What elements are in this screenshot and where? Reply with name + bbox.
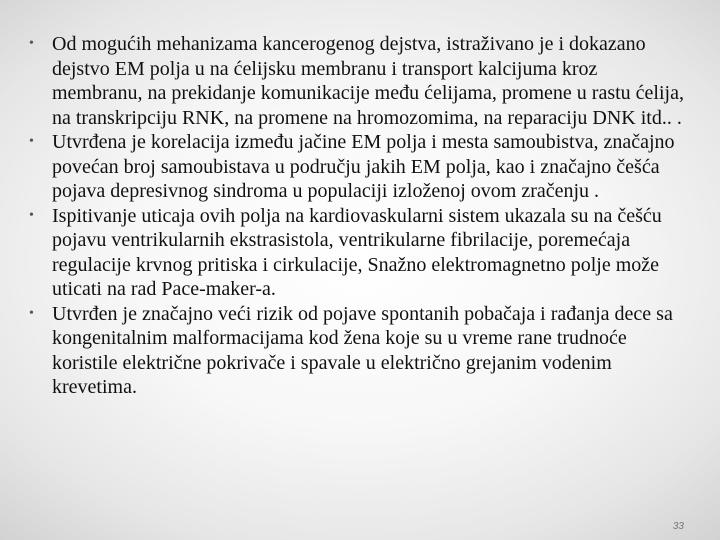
bullet-icon: • xyxy=(29,305,34,321)
bullet-icon: • xyxy=(29,207,34,223)
bullet-item xyxy=(26,32,686,130)
bullet-text: Ispitivanje uticaja ovih polja na kardiovaskularni sistem ukazala su na češću pojavu ventrikularnih ekstrasistola, ventrikularne fibrilacije, poremećaja regulacije krvnog pritiska i cirkulacije, Snažno elektromagnetno polje može uticati na rad Pace-maker-a. xyxy=(52,204,662,300)
bullet-item xyxy=(26,302,686,400)
bullet-icon: • xyxy=(29,134,34,149)
bullet-item xyxy=(26,130,686,204)
slide-number: 33 xyxy=(672,521,684,532)
bullet-text: Od mogućih mehanizama kancerogenog dejstva, istraživano je i dokazano dejstvo EM polja u na ćelijsku membranu i transport kalcijuma kroz membranu, na prekidanje komunikacije među ćelijama, promene u rastu ćelija, na transkripciju RNK, na promene na hromozomima, na reparaciju DNK itd.. . xyxy=(52,33,684,129)
bullet-icon: • xyxy=(29,36,34,51)
bullet-list xyxy=(26,32,686,400)
bullet-text: Utvrđen je značajno veći rizik od pojave spontanih pobačaja i rađanja dece sa kongenitalnim malformacijama kod žena koje su u vreme rane trudnoće koristile električne pokrivače i spavale u električno grejanim vodenim krevetima. xyxy=(52,302,673,398)
bullet-item xyxy=(26,204,686,302)
bullet-text: Utvrđena je korelacija između jačine EM polja i mesta samoubistva, značajno povećan broj samoubistava u području jakih EM polja, kao i značajno češća pojava depresivnog sindroma u populaciji izloženoj ovom zračenju . xyxy=(52,131,675,202)
